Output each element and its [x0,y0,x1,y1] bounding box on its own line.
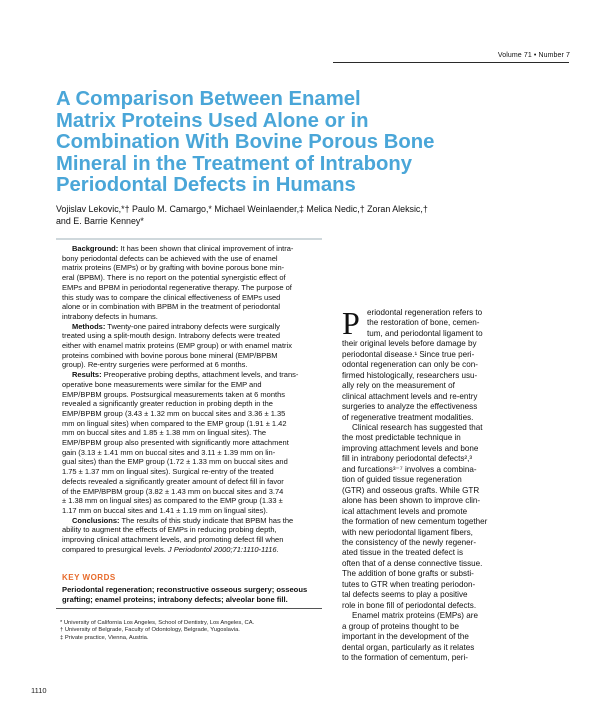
body-line: Clinical research has suggested that [352,422,483,432]
article-title [56,89,556,197]
author-list [56,204,476,227]
body-line: the formation of new cementum together [342,517,488,527]
abstract [62,244,318,555]
title-line: Matrix Proteins Used Alone or in [56,109,369,132]
abstract-background [62,244,318,322]
abstract-line: alone or in combination with BPBM in the treatment of periodontal [62,302,281,312]
abstract-line: revealed a significantly greater reduction in probing depth in the [62,399,273,409]
body-line: their original levels before damage by [342,339,477,349]
body-line: tal defects seems to play a positive [342,590,468,600]
body-line: of regenerative treatment modalities. [342,412,474,422]
abstract-line: gual sites) than the EMP group (1.72 ± 1.33 mm on buccal sites and [62,457,288,467]
keywords-line: grafting; enamel proteins; intrabony defects; alveolar bone fill. [62,594,288,604]
author-line: and E. Barrie Kenney* [56,215,144,226]
body-line: improving attachment levels and bone [342,443,479,453]
body-line: often that of a dense connective tissue. [342,558,483,568]
abstract-line: ability to augment the effects of EMPs in reducing probing depth, [62,525,277,535]
keywords [62,585,318,604]
abstract-methods [62,322,318,371]
abstract-line: The results of this study indicate that BPBM has the [121,515,294,525]
abstract-line: treated using a split-mouth design. Intrabony defects were treated [62,331,281,341]
body-line: ally rely on the measurement of [342,381,455,391]
abstract-line: EMP/BPBM group (3.43 ± 1.32 mm on buccal sites and 3.36 ± 1.35 [62,408,286,418]
body-line: tion of guided tissue regeneration [342,475,462,485]
abstract-line: defects revealed a significantly greater amount of defect fill in favor [62,476,284,486]
body-line: the consistency of the newly regener- [342,537,477,547]
affiliation: ‡ Private practice, Vienna, Austria. [60,634,149,641]
abstract-line: compared to presurgical levels. [62,544,166,554]
drop-cap: P [342,305,360,341]
abstract-top-bar [56,238,322,240]
results-heading: Results: [72,370,102,380]
header-rule [333,62,569,63]
methods-heading: Methods: [72,321,106,331]
title-line: Combination With Bovine Porous Bone [56,131,435,154]
body-line: periodontal disease.¹ Since true peri- [342,349,475,359]
abstract-line: Twenty-one paired intrabony defects were surgically [107,321,280,331]
body-line: alone has been shown to improve clin- [342,496,481,506]
body-line: The addition of bone grafts or substi- [342,569,474,579]
body-line: a group of proteins thought to be [342,621,459,631]
body-line: ated tissue in the treated defect is [342,548,464,558]
body-line: Enamel matrix proteins (EMPs) are [352,611,478,621]
abstract-line: this study was to compare the clinical effectiveness of EMPs used [62,292,281,302]
body-line: clinical attachment levels and re-entry [342,391,478,401]
abstract-line: mm on buccal sites and 1.85 ± 1.38 mm on lingual sites). The [62,428,267,438]
abstract-line: eral (BPBM). There is no report on the potential synergistic effect of [62,273,286,283]
abstract-line: Preoperative probing depths, attachment levels, and trans- [103,370,299,380]
body-line: the most predictable technique in [342,433,461,443]
body-line: firmed histologically, researchers usu- [342,370,478,380]
abstract-line: ± 1.38 mm on lingual sites) as compared to the EMP group (1.33 ± [62,496,283,506]
conclusions-heading: Conclusions: [72,515,120,525]
affiliation: † University of Belgrade, Faculty of Odontology, Belgrade, Yugoslavia. [60,627,240,634]
abstract-line: bony periodontal defects can be achieved with the use of enamel [62,253,278,263]
author-line: Vojislav Lekovic,*† Paulo M. Camargo,* Michael Weinlaender,‡ Melica Nedic,† Zoran Aleksic,† [56,204,428,214]
body-line: ical attachment levels and promote [342,506,468,516]
abstract-line: EMP/BPBM groups. Postsurgical measurements taken at 6 months [62,389,286,399]
body-line: and furcations³⁻⁷ involves a combina- [342,464,477,474]
keywords-heading: KEY WORDS [62,573,116,582]
body-line: dental organ, particularly as it relates [342,642,475,652]
body-line: (GTR) and osseous grafts. While GTR [342,485,480,495]
affiliation: * University of California Los Angeles, School of Dentistry, Los Angeles, CA. [60,620,255,626]
page-number: 1110 [31,686,47,695]
abstract-line: of the EMP/BPBM group (3.82 ± 1.43 mm on buccal sites and 3.74 [62,486,284,496]
body-line: tum, and periodontal ligament to [367,328,483,338]
title-line: A Comparison Between Enamel [56,88,361,110]
body-line: tutes to GTR when treating periodon- [342,579,476,589]
abstract-line: 1.17 mm on buccal sites and 1.41 ± 1.19 mm on lingual sites). [62,505,268,515]
body-line: to the formation of cementum, peri- [342,652,468,662]
abstract-line: operative bone measurements were similar for the EMP and [62,379,262,389]
abstract-line: mm on lingual sites) when compared to the EMP group (1.91 ± 1.42 [62,418,287,428]
body-line: the restoration of bone, cemen- [367,318,480,328]
abstract-line: improving clinical attachment levels, and promoting defect fill when [62,535,284,545]
abstract-line: matrix proteins (EMPs) or by grafting with bovine porous bone min- [62,263,285,273]
abstract-line: either with enamel matrix proteins (EMP group) or with enamel matrix [62,341,292,351]
body-line: odontal regeneration can only be con- [342,360,478,370]
abstract-line: EMPs and BPBM in periodontal regenerative therapy. The purpose of [62,282,292,292]
body-line: fill in intrabony periodontal defects²,³ [342,454,473,464]
body-line: with new periodontal ligament fibers, [342,527,473,537]
abstract-conclusions [62,516,318,555]
body-line: role in bone fill of periodontal defects. [342,600,477,610]
body-line: surgeries to analyze the effectiveness [342,402,478,412]
title-line: Periodontal Defects in Humans [56,174,356,197]
abstract-results [62,370,318,516]
body-line: eriodontal regeneration refers to [367,308,483,317]
abstract-line: gain (3.13 ± 1.41 mm on buccal sites and 3.11 ± 1.39 mm on lin- [62,447,276,457]
title-line: Mineral in the Treatment of Intrabony [56,152,413,175]
body-text [342,305,578,663]
affiliations [60,620,320,642]
abstract-line: proteins combined with bovine porous bone mineral (EMP/BPBM [62,350,278,360]
background-heading: Background: [72,244,119,253]
keywords-line: Periodontal regeneration; reconstructive osseous surgery; osseous [62,585,308,594]
abstract-line: EMP/BPBM group also presented with significantly more attachment [62,438,289,448]
abstract-line: It has been shown that clinical improvement of intra- [120,244,294,253]
body-line: important in the development of the [342,632,469,642]
journal-volume: Volume 71 • Number 7 [497,52,570,59]
abstract-line: group). Re-entry surgeries were performed at 6 months. [62,360,248,370]
abstract-line: intrabony defects in humans. [62,311,158,321]
abstract-line: 1.75 ± 1.37 mm on lingual sites). Surgical re-entry of the treated [62,467,274,477]
citation: J Periodontol 2000;71:1110-1116. [167,544,279,554]
